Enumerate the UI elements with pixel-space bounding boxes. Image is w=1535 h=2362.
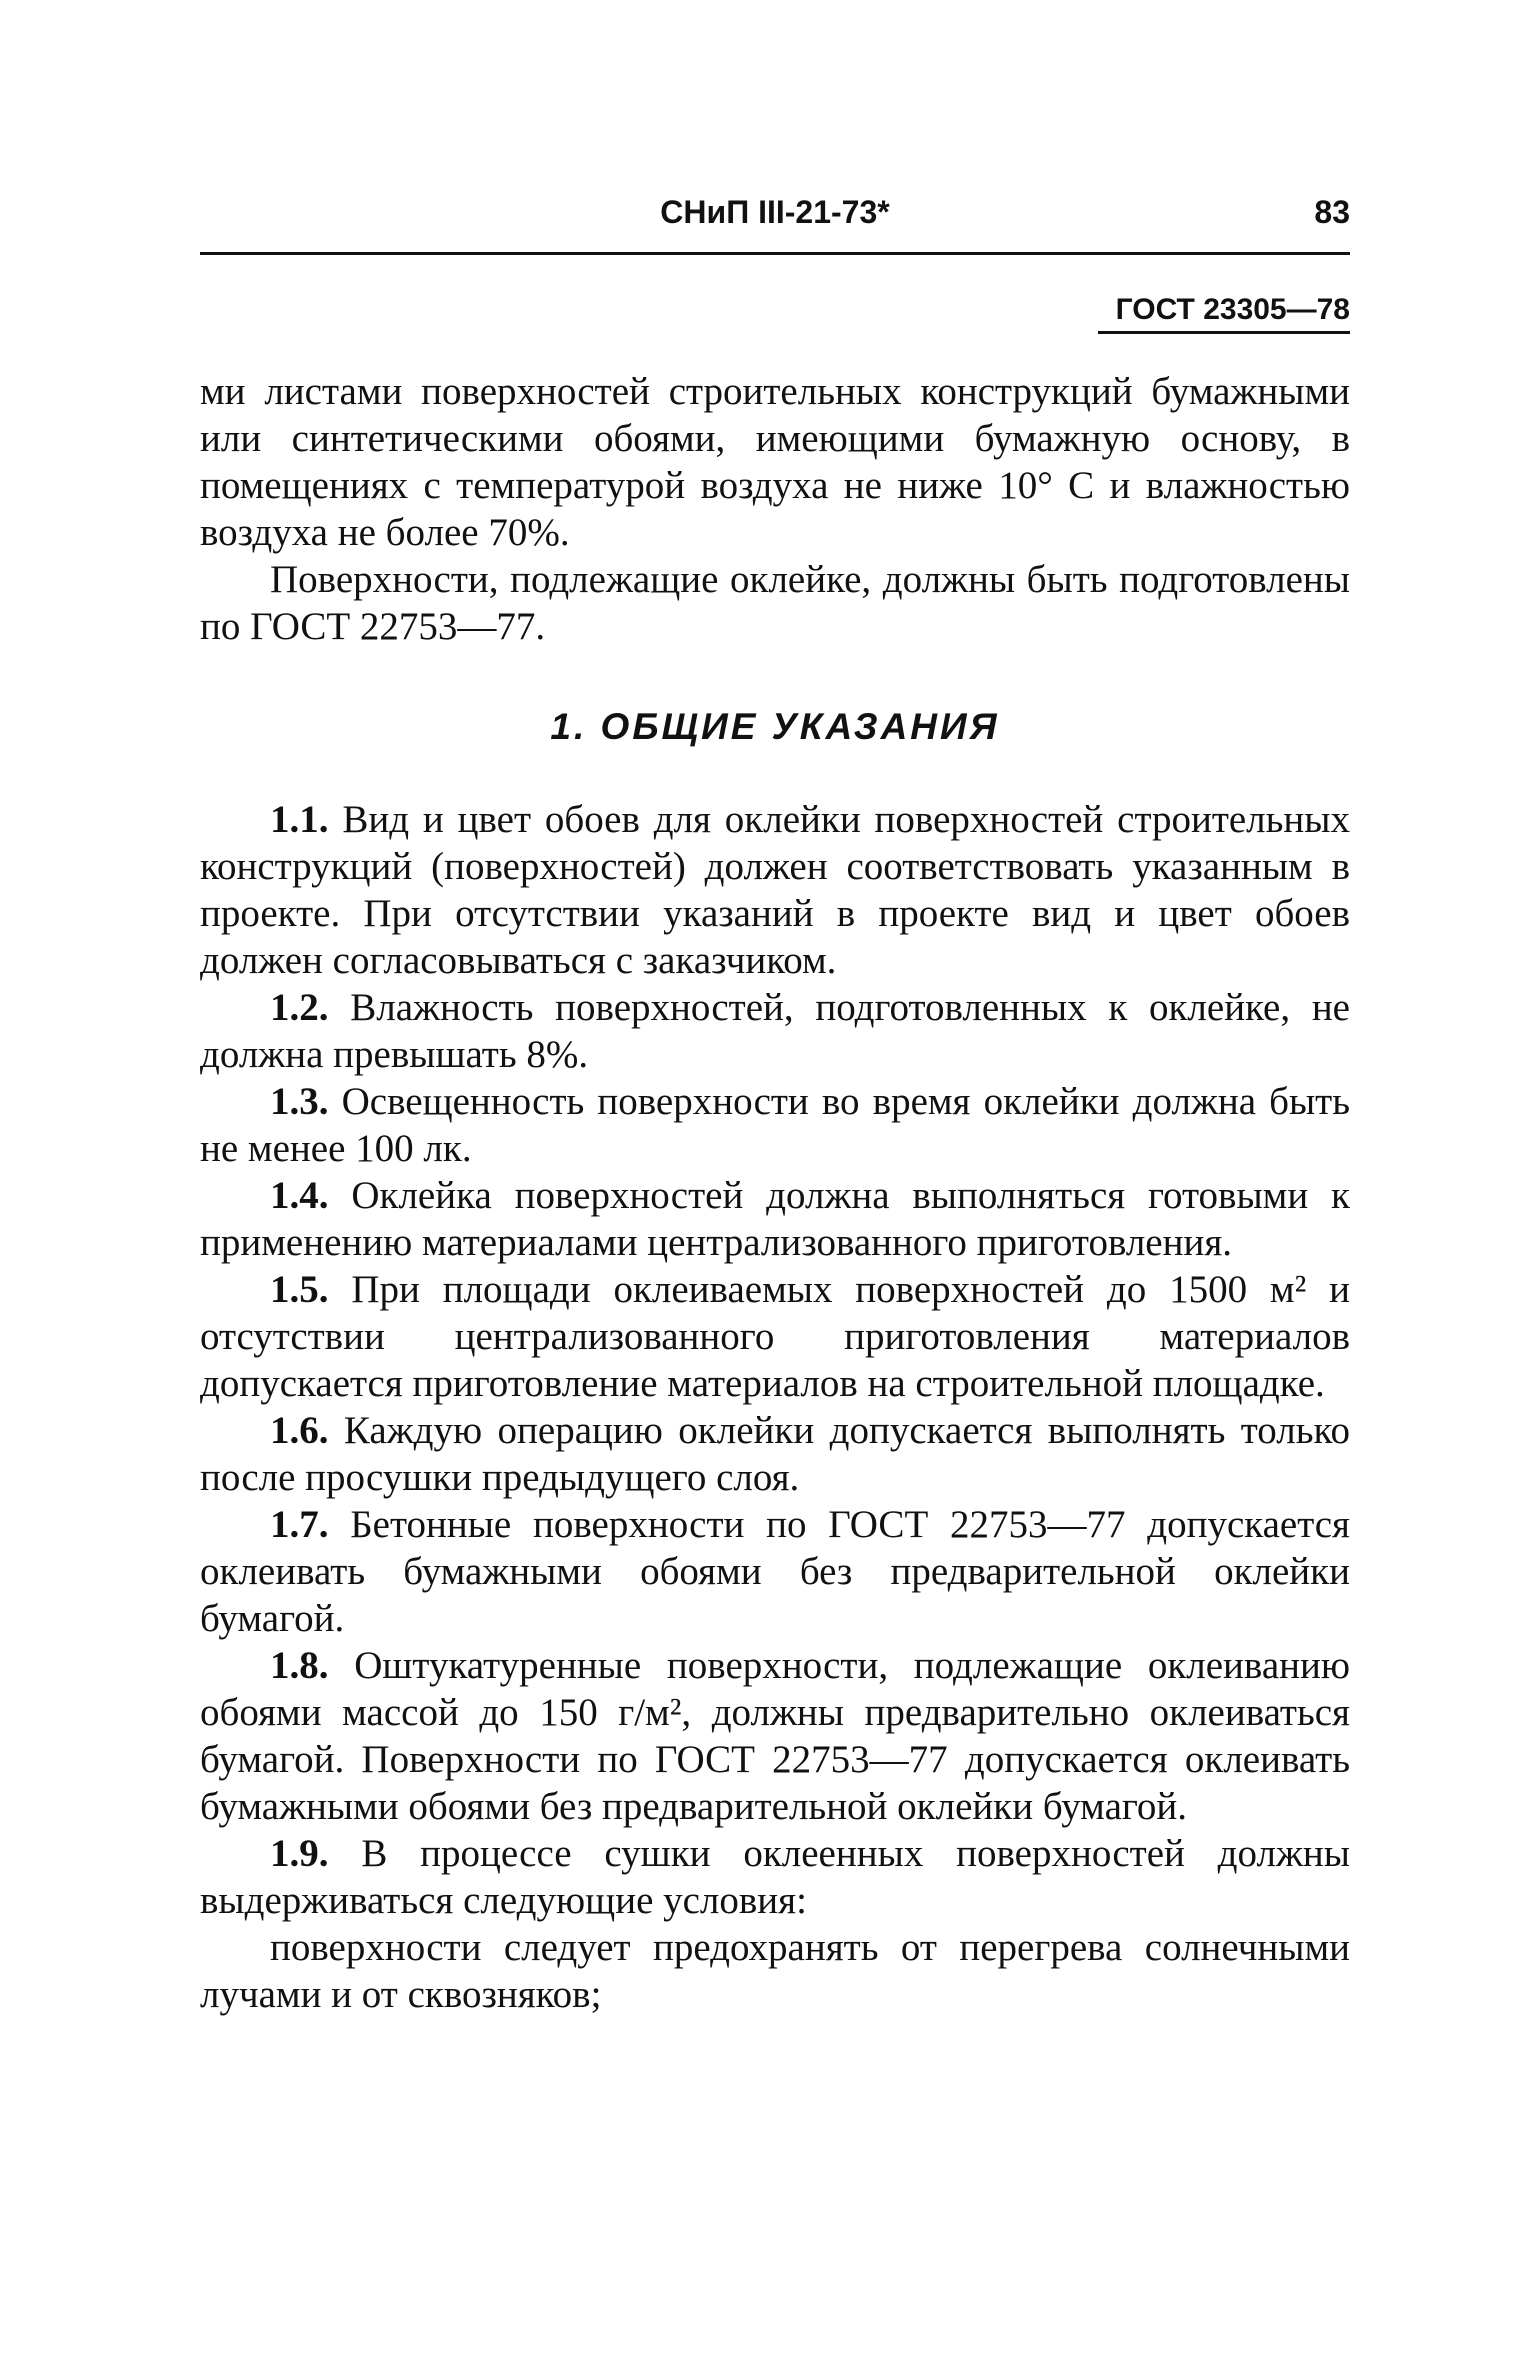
clause-number: 1.6. bbox=[270, 1409, 329, 1452]
clause-number: 1.5. bbox=[270, 1268, 329, 1311]
header-divider bbox=[200, 252, 1350, 255]
page-number: 83 bbox=[1314, 194, 1350, 230]
document-page bbox=[200, 190, 1350, 2018]
clause-1-6 bbox=[200, 1407, 1350, 1501]
clause-1-9 bbox=[200, 1830, 1350, 1924]
clause-number: 1.8. bbox=[270, 1644, 329, 1687]
clause-1-3 bbox=[200, 1078, 1350, 1172]
clause-number: 1.9. bbox=[270, 1832, 329, 1875]
standard-label: ГОСТ 23305—78 bbox=[1098, 293, 1350, 334]
clause-text: Каждую операцию оклейки допускается выполнять только после просушки предыдущего слоя. bbox=[200, 1409, 1350, 1499]
clause-1-7 bbox=[200, 1501, 1350, 1642]
intro-paragraph-1: ми листами поверхностей строительных конструкций бумажными или синтетическими обоями, имеющими бумажную основу, в помещениях с температурой воздуха не ниже 10° С и влажностью воздуха не более 70%. bbox=[200, 370, 1350, 554]
clause-number: 1.3. bbox=[270, 1080, 329, 1123]
clause-number: 1.4. bbox=[270, 1174, 329, 1217]
clause-text: В процессе сушки оклеенных поверхностей должны выдерживаться следующие условия: bbox=[200, 1832, 1350, 1922]
clause-1-2 bbox=[200, 984, 1350, 1078]
clause-text: Бетонные поверхности по ГОСТ 22753—77 допускается оклеивать бумажными обоями без предварительной оклейки бумагой. bbox=[200, 1503, 1350, 1640]
clause-1-5 bbox=[200, 1266, 1350, 1407]
clause-number: 1.2. bbox=[270, 986, 329, 1029]
clause-text: Оклейка поверхностей должна выполняться готовыми к применению материалами централизованного приготовления. bbox=[200, 1174, 1350, 1264]
clause-number: 1.7. bbox=[270, 1503, 329, 1546]
standard-reference bbox=[200, 293, 1350, 334]
clause-text: При площади оклеиваемых поверхностей до 1500 м² и отсутствии централизованного приготовления материалов допускается приготовление материалов на строительной площадке. bbox=[200, 1268, 1350, 1405]
intro-paragraph-2: Поверхности, подлежащие оклейке, должны быть подготовлены по ГОСТ 22753—77. bbox=[200, 558, 1350, 648]
clause-1-4 bbox=[200, 1172, 1350, 1266]
clause-text: Вид и цвет обоев для оклейки поверхностей строительных конструкций (поверхностей) должен соответствовать указанным в проекте. При отсутствии указаний в проекте вид и цвет обоев должен согласовываться с заказчиком. bbox=[200, 798, 1351, 982]
running-header bbox=[200, 190, 1350, 250]
clause-1-1 bbox=[200, 796, 1350, 984]
clause-text: Влажность поверхностей, подготовленных к оклейке, не должна превышать 8%. bbox=[200, 986, 1350, 1076]
clause-continuation: поверхности следует предохранять от перегрева солнечными лучами и от сквозняков; bbox=[200, 1926, 1350, 2016]
section-heading: 1. ОБЩИЕ УКАЗАНИЯ bbox=[550, 706, 1000, 747]
clause-number: 1.1. bbox=[270, 798, 329, 841]
clause-text: Освещенность поверхности во время оклейки должна быть не менее 100 лк. bbox=[200, 1080, 1351, 1170]
document-code: СНиП III-21-73* bbox=[660, 194, 890, 230]
clause-text: Оштукатуренные поверхности, подлежащие оклеиванию обоями массой до 150 г/м², должны предварительно оклеиваться бумагой. Поверхности по ГОСТ 22753—77 допускается оклеивать бумажными обоями без предварительной оклейки бумагой. bbox=[200, 1644, 1351, 1828]
clause-1-8 bbox=[200, 1642, 1350, 1830]
